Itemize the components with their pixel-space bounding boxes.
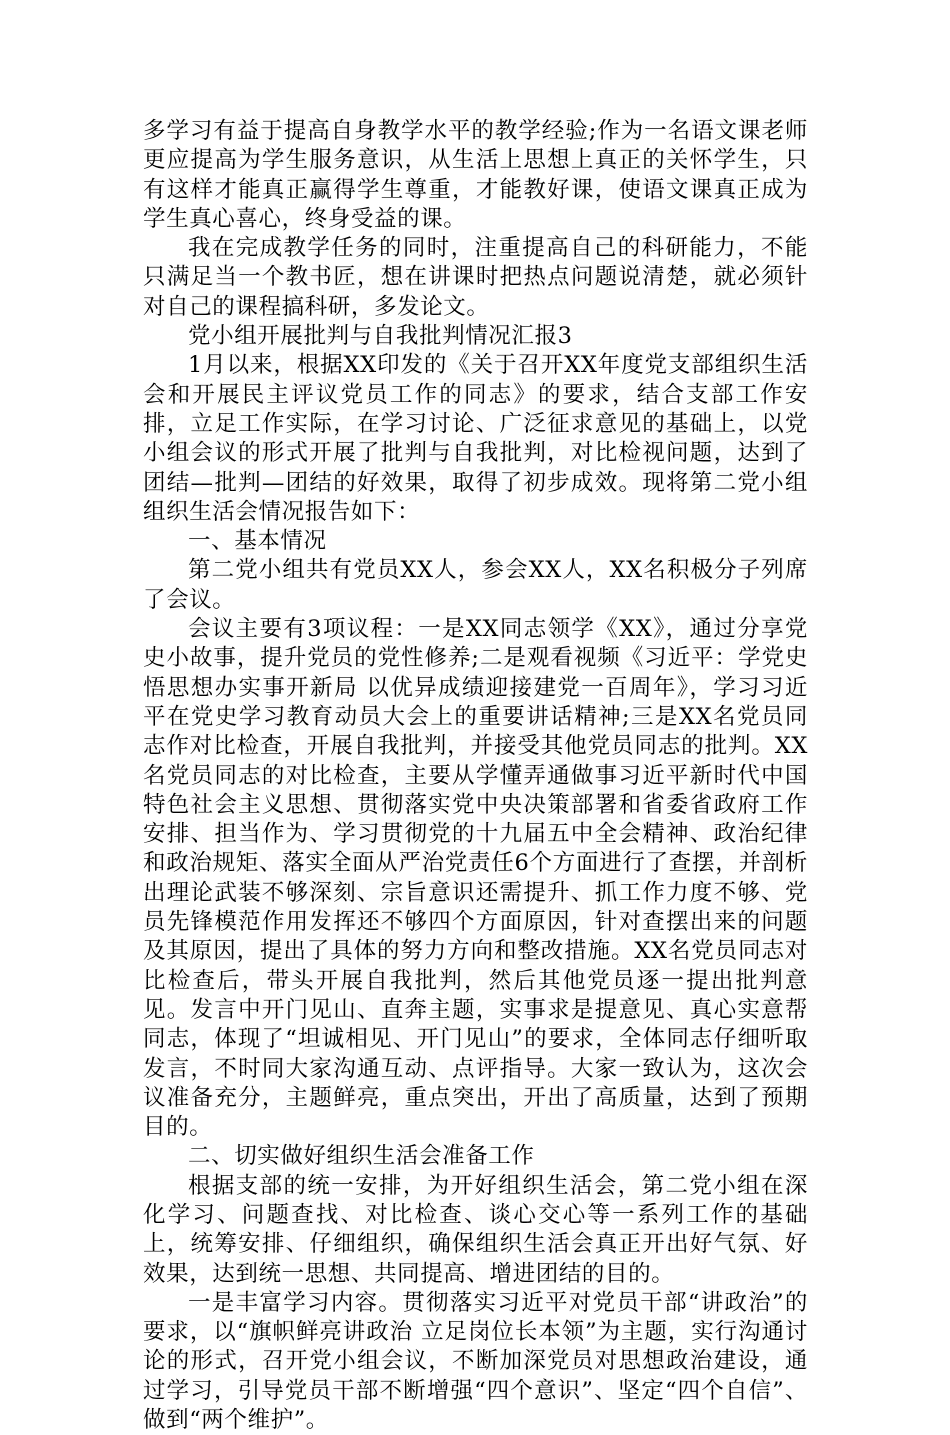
paragraph-intro: 1月以来，根据XX印发的《关于召开XX年度党支部组织生活会和开展民主评议党员工作的同志》的要求，结合支部工作安排，立足工作实际，在学习讨论、广泛征求意见的基础上，以党小组会议的形式开展了批判与自我批判，对比检视问题，达到了团结—批判—团结的好效果，取得了初步成效。现将第二党小组组织生活会情况报告如下： [143, 352, 808, 525]
paragraph-study-content: 一是丰富学习内容。贯彻落实习近平对党员干部“讲政治”的要求，以“旗帜鲜亮讲政治 立足岗位长本领”为主题，实行沟通讨论的形式，召开党小组会议，不断加深党员对思想政治建设，通过学习，引导党员干部不断增强“四个意识”、坚定“四个自信”、做到“两个维护”。 [143, 1289, 808, 1434]
paragraph-continuation: 多学习有益于提高自身教学水平的教学经验;作为一名语文课老师更应提高为学生服务意识，从生活上思想上真正的关怀学生，只有这样才能真正赢得学生尊重，才能教好课，使语文课真正成为学生真心喜心，终身受益的课。 [143, 118, 808, 232]
heading-preparation: 二、切实做好组织生活会准备工作 [188, 1143, 535, 1170]
paragraph-preparation: 根据支部的统一安排，为开好组织生活会，第二党小组在深化学习、问题查找、对比检查、谈心交心等一系列工作的基础上，统筹安排、仔细组织，确保组织生活会真正开出好气氛、好效果，达到统一思想、共同提高、增进团结的目的。 [143, 1172, 808, 1287]
heading-basic-situation: 一、基本情况 [188, 528, 327, 555]
section-title-report-3: 党小组开展批判与自我批判情况汇报3 [188, 323, 573, 350]
paragraph-agenda: 会议主要有3项议程：一是XX同志领学《XX》，通过分享党史小故事，提升党员的党性修养;二是观看视频《习近平：学党史悟思想办实事开新局 以优异成绩迎接建党一百周年》，学习习近平在党史学习教育动员大会上的重要讲话精神;三是XX名党员同志作对比检查，开展自我批判，并接受其他党员同志的批判。XX名党员同志的对比检查，主要从学懂弄通做事习近平新时代中国特色社会主义思想、贯彻落实党中央决策部署和省委省政府工作安排、担当作为、学习贯彻党的十九届五中全会精神、政治纪律和政治规矩、落实全面从严治党责任6个方面进行了查摆，并剖析出理论武装不够深刻、宗旨意识还需提升、抓工作力度不够、党员先锋模范作用发挥还不够四个方面原因，针对查摆出来的问题及其原因，提出了具体的努力方向和整改措施。XX名党员同志对比检查后，带头开展自我批判，然后其他党员逐一提出批判意见。发言中开门见山、直奔主题，实事求是提意见、真心实意帮同志，体现了“坦诚相见、开门见山”的要求，全体同志仔细听取发言，不时同大家沟通互动、点评指导。大家一致认为，这次会议准备充分，主题鲜亮，重点突出，开出了高质量，达到了预期目的。 [143, 616, 808, 1141]
paragraph-research: 我在完成教学任务的同时，注重提高自己的科研能力，不能只满足当一个教书匠，想在讲课时把热点问题说清楚，就必须针对自己的课程搞科研，多发论文。 [143, 235, 808, 320]
paragraph-attendance: 第二党小组共有党员XX人，参会XX人，XX名积极分子列席了会议。 [143, 557, 808, 613]
document-body [143, 117, 808, 1435]
